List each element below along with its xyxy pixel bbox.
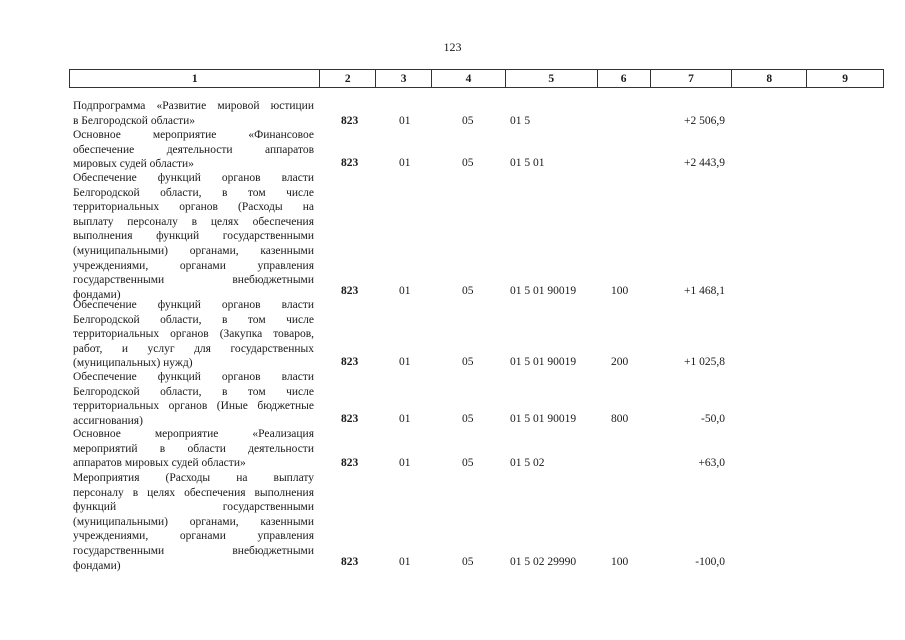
row-name-line: (муниципальными) органами, казенными [73,244,314,257]
row-grbs: 823 [341,157,359,169]
row-grbs: 823 [341,556,359,568]
row-section: 01 [399,356,411,368]
row-name-line: государственными внебюджетными [73,544,314,557]
row-name-line: Обеспечение функций органов власти [73,371,314,383]
row-name-line: (муниципальных) нужд) [73,357,193,370]
row-section: 01 [399,115,411,127]
header-col-3: 3 [376,70,432,87]
row-name-line: ассигнования) [73,414,143,427]
row-target-article: 01 5 02 29990 [510,556,577,568]
row-section: 01 [399,556,411,568]
header-col-6: 6 [598,70,651,87]
row-name-line: (муниципальными) органами, казенными [73,515,314,528]
row-expense-type: 800 [611,413,629,425]
row-target-article: 01 5 [510,115,531,127]
row-name [73,471,314,573]
row-name-line: Обеспечение функций органов власти [73,299,314,311]
row-name-line: работ, и услуг для государственных [73,342,314,355]
row-name-line: территориальных органов (Иные бюджетные [73,400,314,413]
row-name [73,370,314,428]
row-grbs: 823 [341,285,359,297]
row-amount: +1 468,1 [684,285,725,297]
row-section: 01 [399,413,411,425]
row-name-line: мероприятий в области деятельности [73,442,314,455]
header-col-4: 4 [432,70,506,87]
row-name [73,171,314,302]
row-target-article: 01 5 01 90019 [510,413,577,425]
header-col-2: 2 [320,70,376,87]
row-grbs: 823 [341,115,359,127]
row-section: 01 [399,457,411,469]
row-expense-type: 100 [611,285,629,297]
row-name-line: Подпрограмма «Развитие мировой юстиции [73,100,314,112]
row-name-line: выполнения функций государственными [73,230,314,243]
page-number: 123 [443,40,462,54]
row-expense-type: 100 [611,556,629,568]
row-name-line: выплату персоналу в целях обеспечения [73,215,314,228]
row-subsection: 05 [462,556,474,568]
row-grbs: 823 [341,413,359,425]
row-name-line: Обеспечение функций органов власти [73,172,314,184]
row-amount: -50,0 [701,413,725,425]
row-name-line: Основное мероприятие «Реализация [73,428,314,440]
row-subsection: 05 [462,115,474,127]
row-target-article: 01 5 02 [510,457,545,469]
header-col-7: 7 [651,70,733,87]
row-name [73,427,314,471]
row-name [73,298,314,371]
row-name-line: фондами) [73,288,121,301]
row-subsection: 05 [462,457,474,469]
row-grbs: 823 [341,356,359,368]
table-header [69,69,884,88]
row-name-line: фондами) [73,559,121,572]
row-subsection: 05 [462,157,474,169]
row-target-article: 01 5 01 90019 [510,285,577,297]
row-target-article: 01 5 01 90019 [510,356,577,368]
header-col-8: 8 [732,70,807,87]
header-col-9: 9 [842,72,848,85]
row-section: 01 [399,285,411,297]
row-name-line: Мероприятия (Расходы на выплату [73,472,314,484]
header-col-1: 1 [70,70,320,87]
row-amount: -100,0 [695,556,725,568]
row-name-line: территориальных органов (Закупка товаров, [73,328,314,341]
row-name-line: государственными внебюджетными [73,274,314,287]
row-amount: +63,0 [698,457,725,469]
row-amount: +2 443,9 [684,157,725,169]
row-amount: +2 506,9 [684,115,725,127]
row-name-line: аппаратов мировых судей области» [73,457,246,470]
row-expense-type: 200 [611,356,629,368]
row-name-line: в Белгородской области» [73,114,196,127]
row-grbs: 823 [341,457,359,469]
header-col-5: 5 [506,70,598,87]
row-subsection: 05 [462,285,474,297]
row-name-line: учреждениями, органами управления [73,259,314,272]
row-name-line: Белгородской области, в том числе [73,313,314,326]
row-name-line: учреждениями, органами управления [73,530,314,543]
row-section: 01 [399,157,411,169]
row-name [73,99,314,128]
row-name-line: функций государственными [73,501,314,514]
row-subsection: 05 [462,413,474,425]
row-name-line: мировых судей области» [73,158,194,171]
row-name-line: обеспечение деятельности аппаратов [73,143,314,156]
row-name-line: персоналу в целях обеспечения выполнения [73,486,314,499]
row-name-line: Белгородской области, в том числе [73,186,314,199]
row-name-line: территориальных органов (Расходы на [73,201,314,214]
row-amount: +1 025,8 [684,356,725,368]
row-name-line: Белгородской области, в том числе [73,385,314,398]
row-target-article: 01 5 01 [510,157,545,169]
row-subsection: 05 [462,356,474,368]
row-name-line: Основное мероприятие «Финансовое [73,129,314,141]
row-name [73,128,314,172]
